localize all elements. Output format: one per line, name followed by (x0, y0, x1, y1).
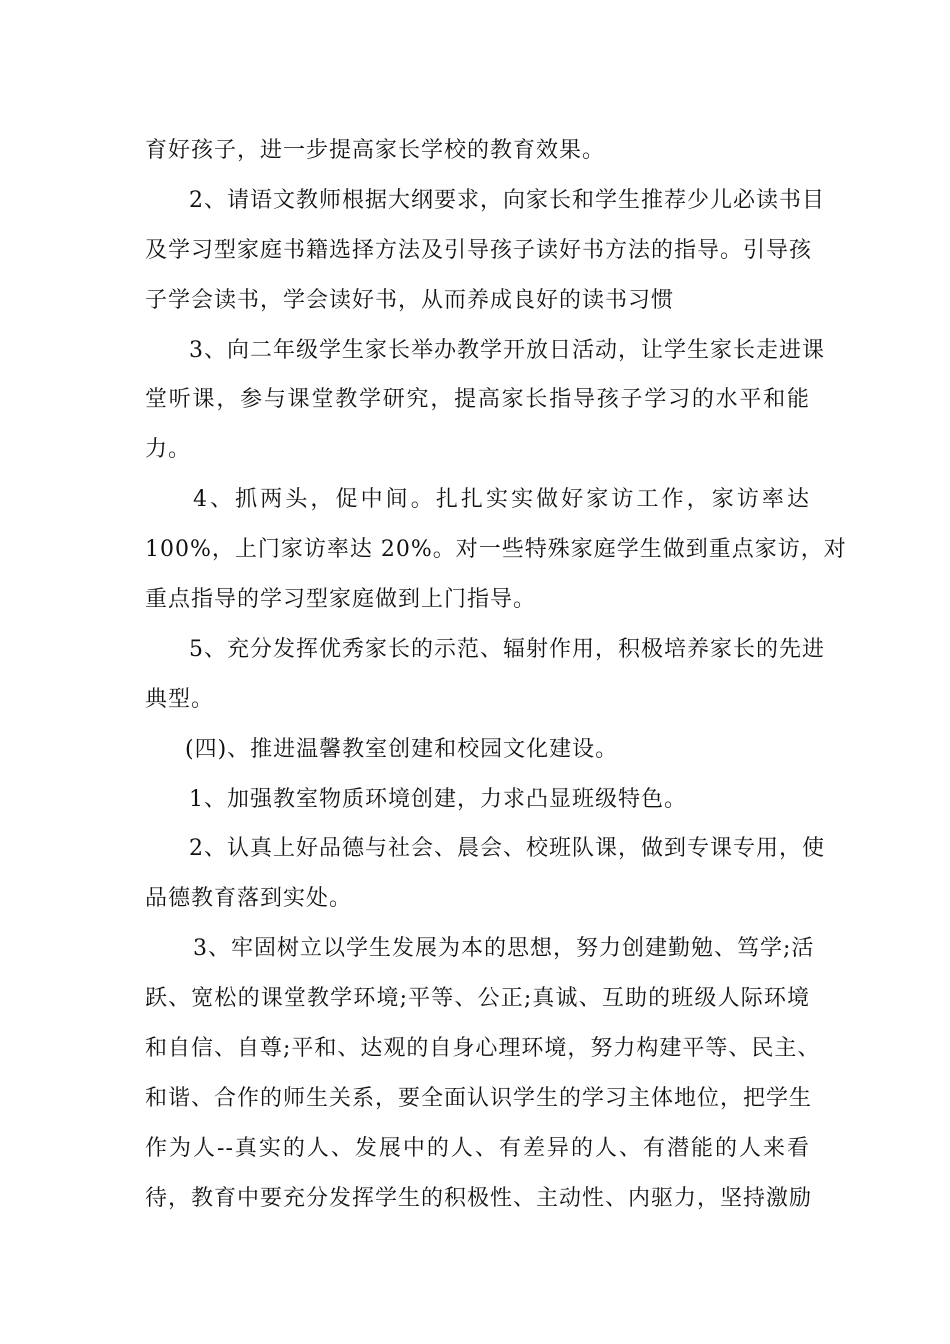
paragraph-line: 跃、宽松的课堂教学环境;平等、公正;真诚、互助的班级人际环境 (145, 986, 810, 1012)
paragraph-line: 作为人--真实的人、发展中的人、有差异的人、有潜能的人来看 (145, 1135, 810, 1161)
paragraph-line: 1、加强教室物质环境创建，力求凸显班级特色。 (189, 786, 687, 812)
paragraph-line: 3、向二年级学生家长举办教学开放日活动，让学生家长走进课 (189, 337, 825, 363)
paragraph-line: 5、充分发挥优秀家长的示范、辐射作用，积极培养家长的先进 (189, 636, 825, 662)
paragraph-line: 2、请语文教师根据大纲要求，向家长和学生推荐少儿必读书目 (189, 187, 825, 213)
paragraph-line: 2、认真上好品德与社会、晨会、校班队课，做到专课专用，使 (189, 836, 825, 862)
paragraph-line: 子学会读书，学会读好书，从而养成良好的读书习惯 (145, 287, 675, 313)
paragraph-line: 和自信、自尊;平和、达观的自身心理环境，努力构建平等、民主、 (145, 1036, 821, 1062)
paragraph-line: 和谐、合作的师生关系，要全面认识学生的学习主体地位，把学生 (145, 1085, 813, 1111)
paragraph-line: 待，教育中要充分发挥学生的积极性、主动性、内驱力，坚持激励 (145, 1185, 813, 1211)
paragraph-line: 堂听课，参与课堂教学研究，提高家长指导孩子学习的水平和能 (145, 387, 810, 413)
paragraph-line: 4、抓两头，促中间。扎扎实实做好家访工作，家访率达 (193, 487, 810, 513)
paragraph-line: 100%，上门家访率达 20%。对一些特殊家庭学生做到重点家访，对 (145, 537, 847, 563)
section-heading: (四)、推进温馨教室创建和校园文化建设。 (185, 736, 619, 762)
paragraph-line: 育好孩子，进一步提高家长学校的教育效果。 (145, 138, 606, 163)
paragraph-line: 及学习型家庭书籍选择方法及引导孩子读好书方法的指导。引导孩 (145, 237, 813, 263)
paragraph-line: 重点指导的学习型家庭做到上门指导。 (145, 587, 537, 613)
document-body (145, 126, 847, 1224)
paragraph-line: 力。 (145, 437, 192, 463)
paragraph-line: 品德教育落到实处。 (145, 886, 353, 912)
paragraph-line: 典型。 (145, 686, 215, 712)
paragraph-line: 3、牢固树立以学生发展为本的思想，努力创建勤勉、笃学;活 (193, 936, 815, 962)
